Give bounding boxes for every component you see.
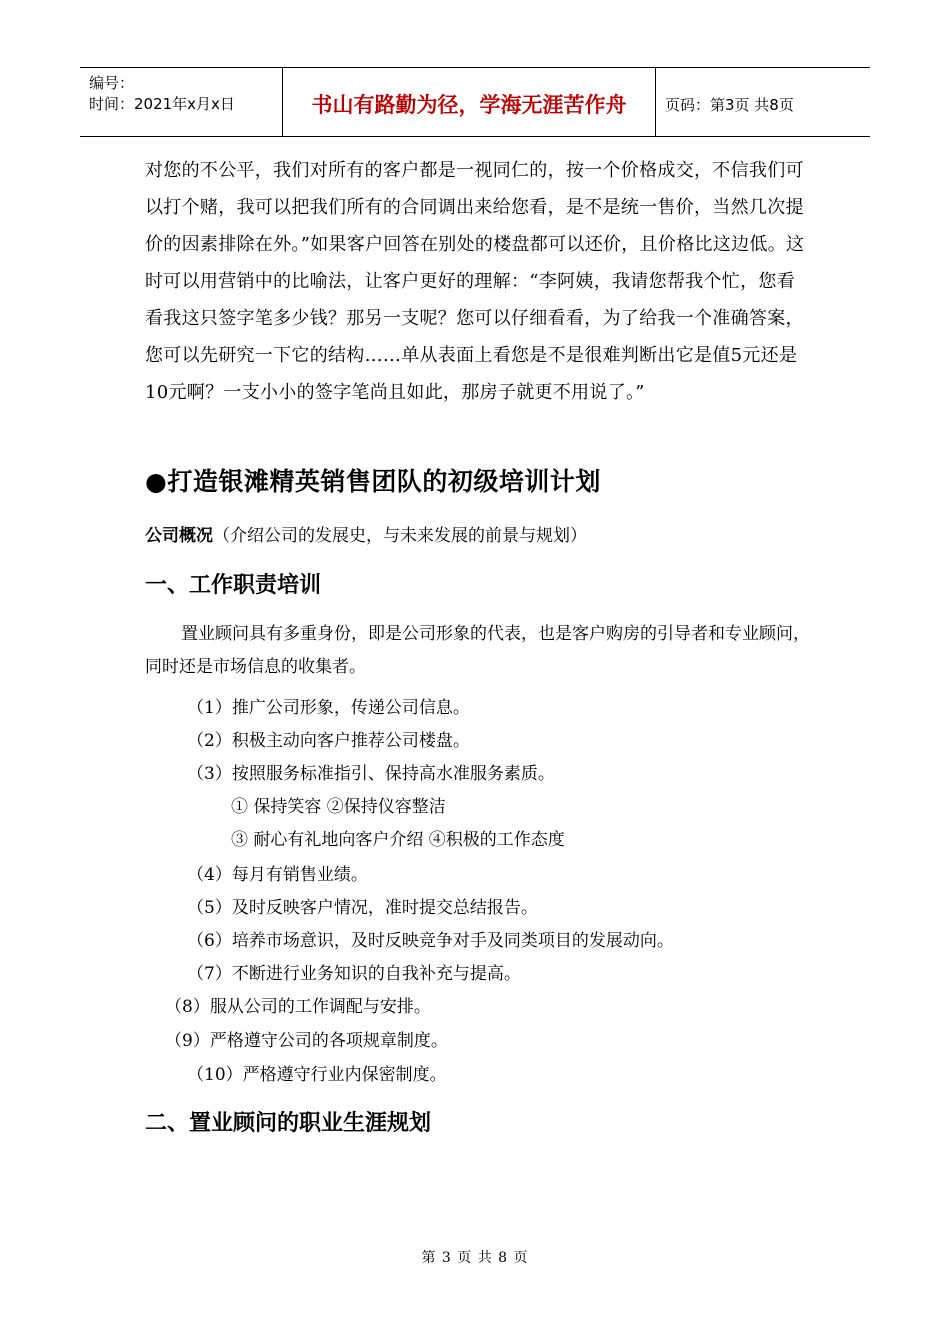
duty-item: （3）按照服务标准指引、保持高水准服务素质。	[187, 764, 555, 784]
intro-paragraph: 对您的不公平，我们对所有的客户都是一视同仁的，按一个价格成交，不信我们可以打个赌，我可以把我们所有的合同调出来给您看，是不是统一售价，当然几次提价的因素排除在外。”如果客户回答在别处的楼盘都可以还价，且价格比这边低。这时可以用营销中的比喻法，让客户更好的理解：“李阿姨，我请您帮我个忙，您看看我这只签字笔多少钱？那另一支呢？您可以仔细看看，为了给我一个准确答案，您可以先研究一下它的结构……单从表面上看您是不是很难判断出它是值5元还是10元啊？一支小小的签字笔尚且如此，那房子就更不用说了。”	[145, 160, 805, 403]
duty-item: （10）严格遵守行业内保密制度。	[187, 1065, 447, 1085]
overview-text: （介绍公司的发展史，与未来发展的前景与规划）	[213, 526, 587, 546]
overview-label: 公司概况	[145, 526, 213, 546]
header-left	[80, 68, 283, 136]
page-header	[80, 67, 870, 137]
duty-item: （7）不断进行业务知识的自我补充与提高。	[187, 964, 521, 984]
page-footer: 第 3 页 共 8 页	[421, 1250, 529, 1266]
duty-item: （1）推广公司形象，传递公司信息。	[187, 698, 470, 718]
duty-item: （8）服从公司的工作调配与安排。	[165, 997, 431, 1017]
intro-section	[145, 152, 810, 411]
duty-item: （5）及时反映客户情况，准时提交总结报告。	[187, 898, 538, 918]
duty-item: （9）严格遵守公司的各项规章制度。	[165, 1031, 448, 1051]
section-title: ●打造银滩精英销售团队的初级培训计划	[145, 467, 601, 496]
duty-item: （4）每月有销售业绩。	[187, 865, 368, 885]
part2-heading: 二、置业顾问的职业生涯规划	[145, 1111, 432, 1136]
company-overview	[145, 521, 587, 546]
document-number-label: 编号：	[89, 74, 135, 92]
document-date: 时间：2021年x月x日	[89, 95, 235, 113]
part1-heading: 一、工作职责培训	[145, 573, 322, 598]
duty-subitem: ① 保持笑容 ②保持仪容整洁	[231, 797, 446, 817]
duty-item: （6）培养市场意识，及时反映竞争对手及同类项目的发展动向。	[187, 931, 674, 951]
duty-item: （2）积极主动向客户推荐公司楼盘。	[187, 731, 470, 751]
header-page-info: 页码：第3页 共8页	[665, 95, 794, 114]
duty-subitem: ③ 耐心有礼地向客户介绍 ④积极的工作态度	[231, 830, 565, 850]
header-motto: 书山有路勤为径，学海无涯苦作舟	[283, 68, 656, 136]
part1-intro: 置业顾问具有多重身份，即是公司形象的代表，也是客户购房的引导者和专业顾问，同时还是市场信息的收集者。	[145, 624, 810, 677]
